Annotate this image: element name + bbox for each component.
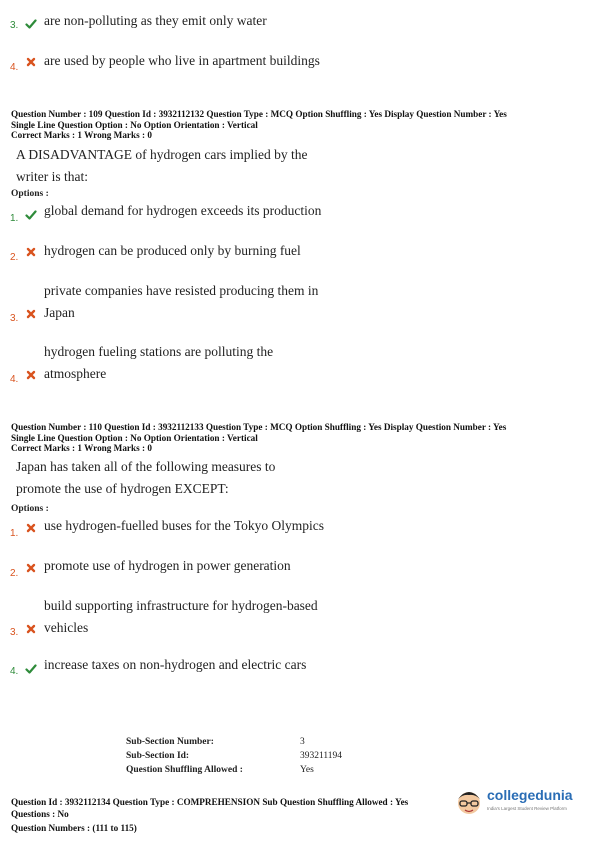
question-text: Japan has taken all of the following measures to promote the use of hydrogen EXCEPT:: [16, 459, 276, 496]
option-text: are used by people who live in apartment buildings: [44, 53, 320, 68]
sub-section-label: Sub-Section Id:: [126, 751, 190, 761]
cross-icon: [25, 246, 37, 258]
option-number: 3.: [10, 313, 19, 324]
check-icon: [25, 209, 37, 221]
sub-section-label: Sub-Section Number:: [126, 737, 214, 747]
option-number: 4.: [10, 62, 19, 73]
option-text: private companies have resisted producing them in Japan: [44, 283, 319, 320]
cross-icon: [25, 308, 37, 320]
comprehension-meta: Question Id : 3932112134 Question Type : COMPREHENSION Sub Question Shuffling Allowed : Yes Questions : No Question Numbers : (111 to 115): [11, 797, 409, 833]
check-icon: [25, 18, 37, 30]
collegedunia-logo: [455, 785, 585, 821]
cross-icon: [25, 522, 37, 534]
sub-section-value: 3: [300, 737, 305, 747]
option-text: promote use of hydrogen in power generation: [44, 558, 291, 573]
cross-icon: [25, 623, 37, 635]
logo-tagline: India's Largest Student Review Platform: [487, 806, 567, 811]
option-text: use hydrogen-fuelled buses for the Tokyo Olympics: [44, 518, 324, 533]
option-text: increase taxes on non-hydrogen and electric cars: [44, 657, 307, 672]
option-number: 2.: [10, 568, 19, 579]
question-text: A DISADVANTAGE of hydrogen cars implied by the writer is that:: [16, 147, 308, 184]
option-number: 1.: [10, 213, 19, 224]
student-mascot-icon: [455, 787, 483, 817]
option-text: global demand for hydrogen exceeds its production: [44, 203, 322, 218]
option-number: 4.: [10, 374, 19, 385]
options-label: Options :: [11, 189, 49, 199]
option-text: hydrogen can be produced only by burning fuel: [44, 243, 301, 258]
option-number: 3.: [10, 20, 19, 31]
option-text: are non-polluting as they emit only water: [44, 13, 267, 28]
question-meta: Question Number : 110 Question Id : 3932112133 Question Type : MCQ Option Shuffling : Yes Display Question Number : Yes Single Line Question Option : No Option Orientation : Vertical Correct Marks : 1 Wrong Marks : 0: [11, 422, 507, 453]
options-label: Options :: [11, 504, 49, 514]
option-number: 1.: [10, 528, 19, 539]
sub-section-value: 393211194: [300, 751, 343, 761]
cross-icon: [25, 562, 37, 574]
sub-section-label: Question Shuffling Allowed :: [126, 765, 243, 775]
question-meta: Question Number : 109 Question Id : 3932112132 Question Type : MCQ Option Shuffling : Yes Display Question Number : Yes Single Line Question Option : No Option Orientation : Vertical Correct Marks : 1 Wrong Marks : 0: [11, 109, 507, 140]
option-number: 4.: [10, 666, 19, 677]
option-text: hydrogen fueling stations are polluting the atmosphere: [44, 344, 274, 381]
cross-icon: [25, 369, 37, 381]
option-text: build supporting infrastructure for hydrogen-based vehicles: [44, 598, 318, 635]
option-number: 2.: [10, 252, 19, 263]
sub-section-value: Yes: [300, 765, 314, 775]
option-number: 3.: [10, 627, 19, 638]
cross-icon: [25, 56, 37, 68]
logo-name: collegedunia: [487, 787, 573, 803]
check-icon: [25, 663, 37, 675]
